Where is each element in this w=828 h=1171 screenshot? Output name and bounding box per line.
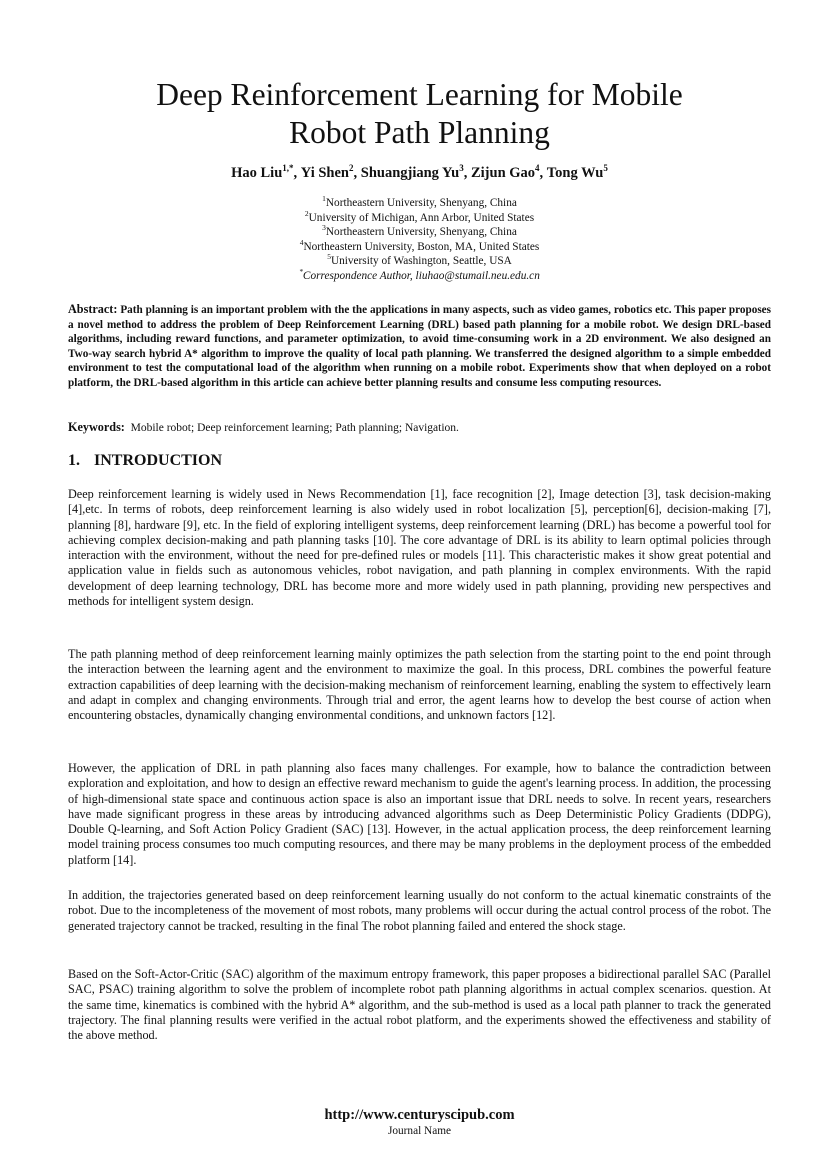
author-affil-mark: 2 bbox=[349, 163, 354, 174]
affiliation-text: University of Washington, Seattle, USA bbox=[330, 255, 512, 268]
affiliation-text: Northeastern University, Shenyang, China bbox=[325, 197, 517, 209]
author-affil-mark: 1,* bbox=[282, 163, 294, 174]
author-name: Hao Liu bbox=[231, 165, 283, 181]
affiliation bbox=[68, 208, 771, 226]
affiliation-mark: 5 bbox=[327, 252, 331, 262]
affiliation-text: University of Michigan, Ann Arbor, United States bbox=[308, 211, 535, 224]
affiliation bbox=[68, 240, 771, 255]
title-line-1: Deep Reinforcement Learning for Mobile bbox=[156, 77, 683, 112]
author-separator: , bbox=[463, 165, 471, 181]
author-separator: , bbox=[293, 165, 301, 181]
author-separator: , bbox=[539, 165, 547, 181]
body-paragraph: However, the application of DRL in path planning also faces many challenges. For example, how to balance the contradiction between exploration and exploitation, and how to design an effective reward mechanism to guide the agent's learning process. In addition, the processing of high-dimensional state space and continuous action space is also an important issue that DRL needs to solve. In recent years, researchers have made significant progress in these areas by introducing advanced algorithms such as Deep Deterministic Policy Gradients (DDPG), Double Q-learning, and Soft Action Policy Gradient (SAC) [13]. However, in the actual application process, the deep reinforcement learning model training process consumes too much computing resources, and there may be many problems in the deployment process of the embedded platform [14]. bbox=[68, 761, 771, 867]
section-number: 1. bbox=[68, 452, 80, 469]
author-separator: , bbox=[353, 165, 361, 181]
author bbox=[231, 165, 301, 181]
body-paragraph: Deep reinforcement learning is widely used in News Recommendation [1], face recognition [2], Image detection [3], task decision-making [4],etc. In terms of robots, deep reinforcement learning is also widely used in robot localization [5], perception[6], decision-making [7], planning [8], hardware [9], etc. In the field of exploring intelligent systems, deep reinforcement learning (DRL) has become a powerful tool for achieving complex decision-making and path planning tasks [10]. The core advantage of DRL is its ability to learn optimal policies through interaction with the environment, without the need for pre-defined rules or models [11]. This characteristic makes it show great potential and application value in fields such as autonomous vehicles, robot navigation, and path planning in complex environments. With the rapid development of deep learning technology, DRL has become more and more widely used in path planning, providing new perspectives and methods for intelligent system design. bbox=[68, 487, 771, 608]
author-name: Tong Wu bbox=[546, 165, 604, 181]
title-line-2: Robot Path Planning bbox=[289, 115, 550, 150]
section-title: INTRODUCTION bbox=[94, 452, 223, 469]
author bbox=[471, 165, 547, 181]
journal-name: Journal Name bbox=[387, 1125, 452, 1137]
affiliation-mark: * bbox=[299, 267, 303, 277]
affiliation bbox=[68, 254, 771, 269]
author bbox=[547, 165, 608, 181]
author bbox=[361, 165, 471, 181]
section-heading bbox=[68, 450, 771, 472]
paper-title bbox=[68, 76, 771, 152]
affiliation-text: Northeastern University, Shenyang, China bbox=[325, 226, 517, 239]
author-affil-mark: 4 bbox=[535, 163, 540, 174]
affiliation bbox=[68, 225, 771, 240]
author bbox=[301, 165, 361, 181]
author-name: Shuangjiang Yu bbox=[360, 165, 460, 181]
body-paragraph: In addition, the trajectories generated based on deep reinforcement learning usually do not conform to the actual kinematic constraints of the robot. Due to the incompleteness of the movement of most robots, many problems will occur during the actual control process of the robot. The generated trajectory cannot be tracked, resulting in the final The robot planning failed and entered the shock stage. bbox=[68, 888, 771, 933]
keywords bbox=[68, 419, 771, 436]
author-affil-mark: 5 bbox=[603, 163, 608, 174]
affiliation-mark: 2 bbox=[304, 208, 309, 218]
affiliation-mark: 4 bbox=[299, 238, 304, 248]
author-affil-mark: 3 bbox=[459, 163, 464, 174]
author-name: Zijun Gao bbox=[470, 165, 536, 181]
author-name: Yi Shen bbox=[300, 165, 349, 181]
author-list bbox=[68, 164, 771, 182]
affiliation-list bbox=[68, 196, 771, 284]
affiliation bbox=[68, 196, 771, 211]
journal-url[interactable]: http://www.centuryscipub.com bbox=[324, 1107, 515, 1123]
affiliation-mark: 1 bbox=[322, 194, 326, 204]
abstract-label: Abstract: bbox=[68, 302, 118, 316]
body-paragraph: The path planning method of deep reinforcement learning mainly optimizes the path selection from the starting point to the end point through the interaction between the learning agent and the environment to maximize the goal. In this process, DRL combines the powerful feature extraction capabilities of deep learning with the decision-making mechanism of reinforcement learning, enabling the system to effectively learn and adapt in complex and changing environments. Through trial and error, the agent learns how to develop the best course of action when encountering obstacles, dynamically changing environmental conditions, and unknown factors [12]. bbox=[68, 647, 771, 722]
keywords-text: Mobile robot; Deep reinforcement learning; Path planning; Navigation. bbox=[130, 422, 459, 434]
affiliation-text: Northeastern University, Boston, MA, United States bbox=[303, 240, 540, 253]
affiliation-mark: 3 bbox=[322, 223, 326, 233]
correspondence-author bbox=[68, 269, 771, 284]
keywords-label: Keywords: bbox=[68, 420, 125, 434]
body-paragraph: Based on the Soft-Actor-Critic (SAC) algorithm of the maximum entropy framework, this paper proposes a bidirectional parallel SAC (Parallel SAC, PSAC) training algorithm to solve the problem of incomplete robot path planning algorithms in actual complex scenarios. question. At the same time, kinematics is combined with the hybrid A* algorithm, and the sub-method is used as a local path planner to track the generated trajectory. The final planning results were verified in the actual robot platform, and the experiments showed the effectiveness and stability of the above method. bbox=[68, 967, 771, 1042]
correspondence-text: Correspondence Author, liuhao@stumail.neu.edu.cn bbox=[302, 269, 540, 282]
abstract-text: Path planning is an important problem with the the applications in many aspects, such as video games, robotics etc. This paper proposes a novel method to address the problem of Deep Reinforcement Learning (DRL) based path planning for a mobile robot. We design DRL-based algorithms, including reward functions, and parameter optimization, to avoid time-consuming work in a 2D environment. We also designed an Two-way search hybrid A* algorithm to improve the quality of local path planning. We transferred the designed algorithm to a simple embedded environment to test the computational load of the algorithm when running on a mobile robot. Experiments show that when deployed on a robot platform, the DRL-based algorithm in this article can achieve better planning results and consume less computing resources. bbox=[68, 304, 771, 389]
page-footer bbox=[68, 1106, 771, 1138]
abstract bbox=[68, 302, 771, 391]
